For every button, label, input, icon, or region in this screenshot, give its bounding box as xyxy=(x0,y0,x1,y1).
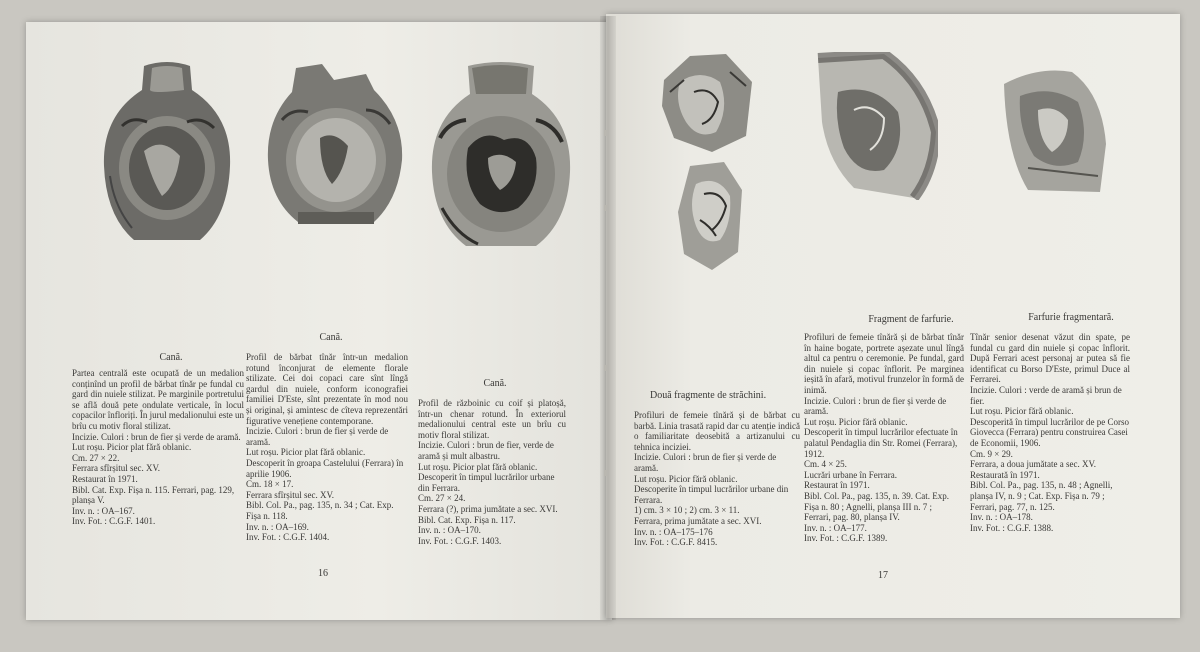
inventory-line: Inv. n. : OA–177. xyxy=(804,522,867,533)
inventory-line: Inv. n. : OA–170. xyxy=(418,525,481,536)
origin-line: Ferrara sfîrșitul sec. XV. xyxy=(72,463,161,474)
dimensions-line: Cm. 18 × 17. xyxy=(246,479,294,490)
bibliography-line: Ferrari, pag. 80, planșa IV. xyxy=(804,512,900,523)
restoration-line: Restaurat în 1971. xyxy=(72,473,138,484)
item-description xyxy=(246,352,408,543)
item-title: Cană. xyxy=(319,332,343,343)
page-number: 17 xyxy=(878,570,888,581)
origin-line: Ferrara, a doua jumătate a sec. XV. xyxy=(970,459,1097,470)
photo-inventory-line: Inv. Fot. : C.G.F. 1404. xyxy=(246,532,330,543)
technique-line: Incizie. Culori : brun de fier, verde de aramă și mult albastru. xyxy=(418,440,554,461)
photo-inventory-line: Inv. Fot. : C.G.F. 8415. xyxy=(634,537,718,548)
restoration-line: Restaurat în 1971. xyxy=(804,480,870,491)
item-title: Farfurie fragmentară. xyxy=(1028,312,1114,323)
photo-inventory-line: Inv. Fot. : C.G.F. 1401. xyxy=(72,516,156,527)
description-text: Partea centrală este ocupată de un medalion conținînd un profil de bărbat tînăr pe fundal cu gard din nuiele stilizat. Pe marginile portretului se află două pete ondulate verticale, în locul copacilor înfloriți. În jurul medalionului este un brîu cu motiv floral stilizat. xyxy=(72,368,244,431)
photo-inventory-line: Inv. Fot. : C.G.F. 1389. xyxy=(804,533,888,544)
dimensions-line: Cm. 27 × 24. xyxy=(418,493,466,504)
material-line: Lut roșu. Picior plat fără oblanic. xyxy=(418,461,538,472)
origin-line: Ferrara, prima jumătate a sec. XVI. xyxy=(634,515,762,526)
discovery-line: Descoperit în timpul lucrărilor efectuate în palatul Pendaglia din Str. Romei (Ferrara), 1912. xyxy=(804,427,958,459)
jug-photo-3 xyxy=(428,58,574,250)
item-description xyxy=(970,332,1130,533)
dimensions-line: Cm. 4 × 25. xyxy=(804,459,847,470)
discovery-line: Descoperite în timpul lucrărilor urbane din Ferrara. xyxy=(634,484,789,505)
material-line: Lut roșu. Picior plat fără oblanic. xyxy=(72,442,192,453)
description-text: Profiluri de femeie tînără și de bărbat tînăr în haine bogate, portrete așezate unul lîngă altul ca pentru o ceremonie. Pe fundal, gard din nuiele și copac înflorit. Pe marginea ieșită în afară, motivul frunzelor în formă de inimă. xyxy=(804,332,964,395)
binding-stitch xyxy=(604,205,607,211)
item-title: Fragment de farfurie. xyxy=(868,314,954,325)
description-text: Tînăr senior desenat văzut din spate, pe fundal cu gard din nuiele și copac înflorit. După Ferrari acest personaj ar putea să fie identificat cu Borso D'Este, primul Duce al Ferrarei. xyxy=(970,332,1130,385)
photo-inventory-line: Inv. Fot. : C.G.F. 1388. xyxy=(970,522,1054,533)
context-line: Lucrări urbane în Ferrara. xyxy=(804,469,897,480)
material-line: Lut roșu. Picior fără oblanic. xyxy=(634,473,738,484)
restoration-line: Restaurată în 1971. xyxy=(970,469,1040,480)
jug-photo-1 xyxy=(92,56,242,246)
fragment-photo-3 xyxy=(814,52,938,200)
bibliography-line: Ferrari, pag. 77, n. 125. xyxy=(970,501,1055,512)
item-description xyxy=(72,368,244,527)
bibliography-line: Bibl. Cat. Exp. Fișa n. 115. Ferrari, pag. 129, planșa V. xyxy=(72,484,235,506)
description-text: Profil de bărbat tînăr într-un medalion rotund înconjurat de elemente florale stilizate. Cei doi copaci care sînt lîngă gardul din nuiele, conform iconografiei familiei D'Este, sînt prezentate în mod nou și original, și amintesc de cîteva reprezentări figurative venețiene contemporane. xyxy=(246,352,408,426)
item-title: Cană. xyxy=(483,378,507,389)
binding-stitch xyxy=(604,470,607,476)
technique-line: Incizie. Culori : brun de fier și verde de aramă. xyxy=(246,426,389,447)
origin-line: Ferrara (?), prima jumătate a sec. XVI. xyxy=(418,503,558,514)
dimensions-line: 1) cm. 3 × 10 ; 2) cm. 3 × 11. xyxy=(634,505,740,516)
item-title: Cană. xyxy=(159,352,183,363)
fragment-photo-1 xyxy=(660,52,754,154)
book-gutter xyxy=(600,16,616,620)
item-description xyxy=(418,398,566,546)
fragment-photo-2 xyxy=(676,160,744,272)
technique-line: Incizie. Culori : brun de fier și verde de aramă. xyxy=(634,452,777,473)
material-line: Lut roșu. Picior fără oblanic. xyxy=(970,406,1074,417)
inventory-line: Inv. n. : OA–167. xyxy=(72,505,135,516)
jug-photo-2 xyxy=(262,60,407,228)
photo-inventory-line: Inv. Fot. : C.G.F. 1403. xyxy=(418,535,502,546)
inventory-line: Inv. n. : OA–175–176 xyxy=(634,526,713,537)
bibliography-line: Bibl. Col. Pa., pag. 135, n. 39. Cat. Exp. Fișa n. 80 ; Agnelli, planșa III n. 7 ; xyxy=(804,490,949,512)
inventory-line: Inv. n. : OA–178. xyxy=(970,512,1033,523)
discovery-line: Descoperit în timpul lucrărilor urbane din Ferrara. xyxy=(418,472,555,493)
discovery-line: Descoperită în timpul lucrărilor de pe Corso Giovecca (Ferrara) pentru construirea Casei de Economii, 1906. xyxy=(970,416,1129,448)
technique-line: Incizie. Culori : brun de fier și verde de aramă. xyxy=(804,395,947,417)
bibliography-line: Bibl. Col. Pa., pag. 135, n. 34 ; Cat. Exp. Fișa n. 118. xyxy=(246,500,394,521)
technique-line: Incizie. Culori : verde de aramă și brun de fier. xyxy=(970,384,1122,406)
origin-line: Ferrara sfîrșitul sec. XV. xyxy=(246,489,335,500)
item-title: Două fragmente de străchini. xyxy=(650,390,767,401)
binding-stitch xyxy=(604,130,607,136)
fragment-photo-4 xyxy=(998,64,1108,194)
material-line: Lut roșu. Picior fără oblanic. xyxy=(804,416,908,427)
page-number: 16 xyxy=(318,568,328,579)
bibliography-line: Bibl. Cat. Exp. Fișa n. 117. xyxy=(418,514,516,525)
material-line: Lut roșu. Picior plat fără oblanic. xyxy=(246,447,366,458)
bibliography-line: Bibl. Col. Pa., pag. 135, n. 48 ; Agnelli, planșa IV, n. 9 ; Cat. Exp. Fișa n. 79 ; xyxy=(970,480,1113,501)
item-description xyxy=(804,332,964,544)
technique-line: Incizie. Culori : brun de fier și verde de aramă. xyxy=(72,431,241,442)
description-text: Profiluri de femeie tînără și de bărbat cu barbă. Linia trasată rapid dar cu atenție indică o familiaritate deosebită a artizanului cu tehnica inciziei. xyxy=(634,410,800,452)
dimensions-line: Cm. 27 × 22. xyxy=(72,452,120,463)
inventory-line: Inv. n. : OA–169. xyxy=(246,521,309,532)
binding-stitch xyxy=(604,365,607,371)
description-text: Profil de războinic cu coif și platoșă, într-un chenar rotund. În exteriorul medalionului central este un brîu cu motiv floral stilizat. xyxy=(418,398,566,440)
dimensions-line: Cm. 9 × 29. xyxy=(970,448,1013,459)
discovery-line: Descoperit în groapa Castelului (Ferrara) în aprilie 1906. xyxy=(246,457,404,479)
item-description xyxy=(634,410,800,548)
